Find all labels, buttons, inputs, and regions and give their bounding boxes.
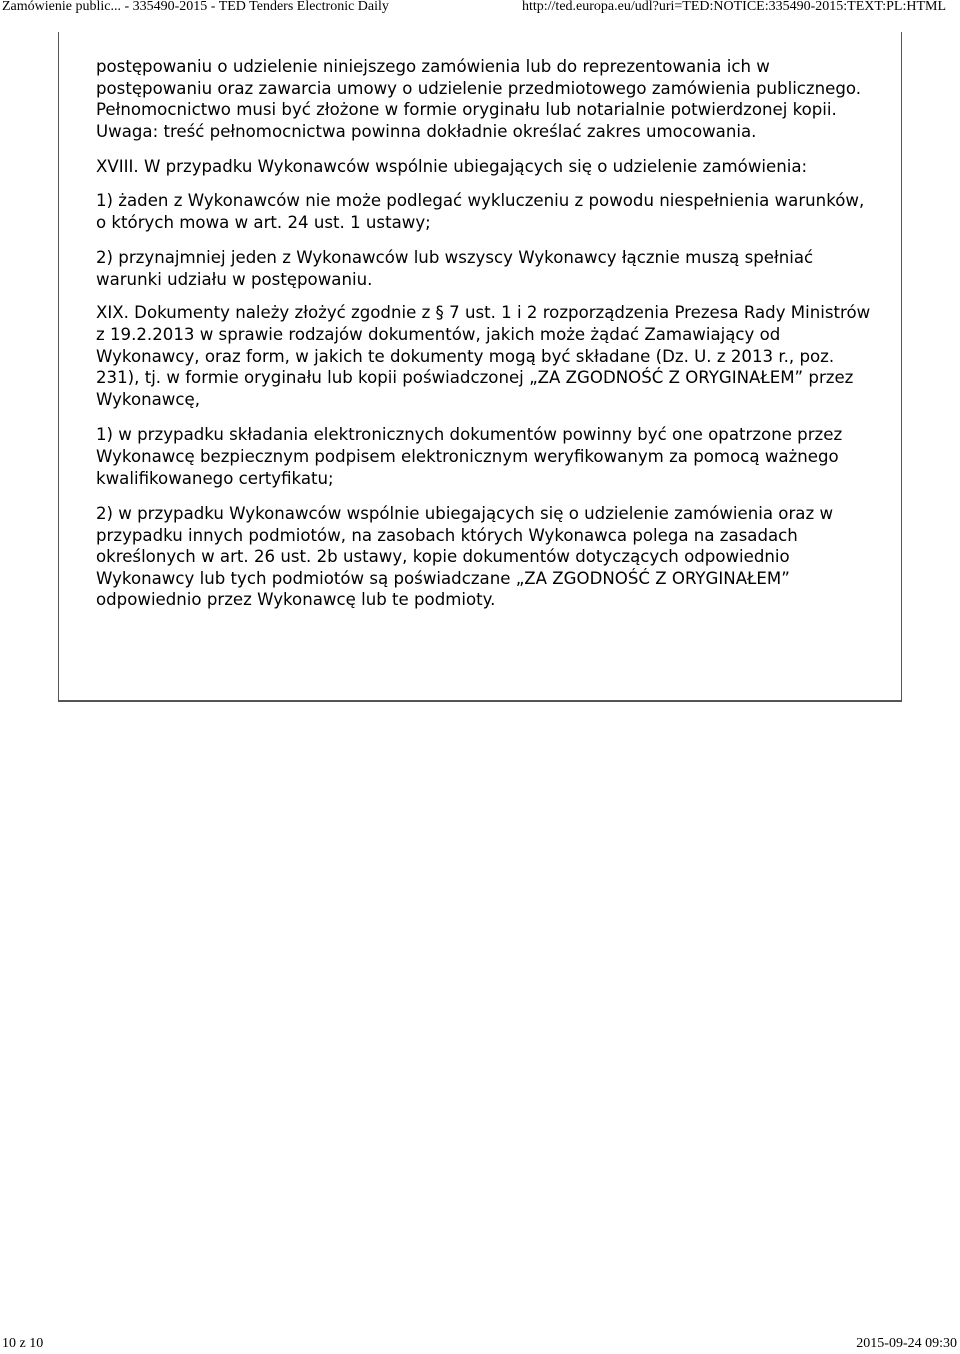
paragraph-xviii-point-2: 2) przynajmniej jeden z Wykonawców lub wszyscy Wykonawcy łącznie muszą spełniać warunki udziału w postępowaniu. (96, 248, 814, 289)
page-header-title: Zamówienie public... - 335490-2015 - TED Tenders Electronic Daily (2, 0, 389, 14)
notice-text (96, 56, 876, 625)
print-datetime: 2015-09-24 09:30 (856, 1336, 957, 1351)
paragraph-xix-point-1: 1) w przypadku składania elektronicznych dokumentów powinny być one opatrzone przez Wykonawcę bezpiecznym podpisem elektronicznym weryfikowanym za pomocą ważnego kwalifikowanego certyfikatu; (96, 425, 843, 488)
page-header-url: http://ted.europa.eu/udl?uri=TED:NOTICE:335490-2015:TEXT:PL:HTML (521, 0, 946, 14)
paragraph-xviii: XVIII. W przypadku Wykonawców wspólnie ubiegających się o udzielenie zamówienia: (96, 157, 808, 177)
paragraph-xix: XIX. Dokumenty należy złożyć zgodnie z § 7 ust. 1 i 2 rozporządzenia Prezesa Rady Ministrów z 19.2.2013 w sprawie rodzajów dokumentów, jakich może żądać Zamawiający od Wykonawcy, oraz form, w jakich te dokumenty mogą być składane (Dz. U. z 2013 r., poz. 231), tj. w formie oryginału lub kopii poświadczonej „ZA ZGODNOŚĆ Z ORYGINAŁEM” przez Wykonawcę, (96, 303, 871, 409)
paragraph-xviii-point-1: 1) żaden z Wykonawców nie może podlegać wykluczeniu z powodu niespełnienia warunków, o których mowa w art. 24 ust. 1 ustawy; (96, 190, 865, 232)
paragraph-power-of-attorney: postępowaniu o udzielenie niniejszego zamówienia lub do reprezentowania ich w postępowaniu oraz zawarcia umowy o udzielenie przedmiotowego zamówienia publicznego. Pełnomocnictwo musi być złożone w formie oryginału lub notarialnie potwierdzonej kopii. Uwaga: treść pełnomocnictwa powinna dokładnie określać zakres umocowania. (96, 57, 862, 141)
page-number: 10 z 10 (2, 1336, 44, 1351)
paragraph-xix-point-2: 2) w przypadku Wykonawców wspólnie ubiegających się o udzielenie zamówienia oraz w przypadku innych podmiotów, na zasobach których Wykonawca polega na zasadach określonych w art. 26 ust. 2b ustawy, kopie dokumentów dotyczących odpowiednio Wykonawcy lub tych podmiotów są poświadczane „ZA ZGODNOŚĆ Z ORYGINAŁEM” odpowiednio przez Wykonawcę lub te podmioty. (96, 504, 834, 610)
